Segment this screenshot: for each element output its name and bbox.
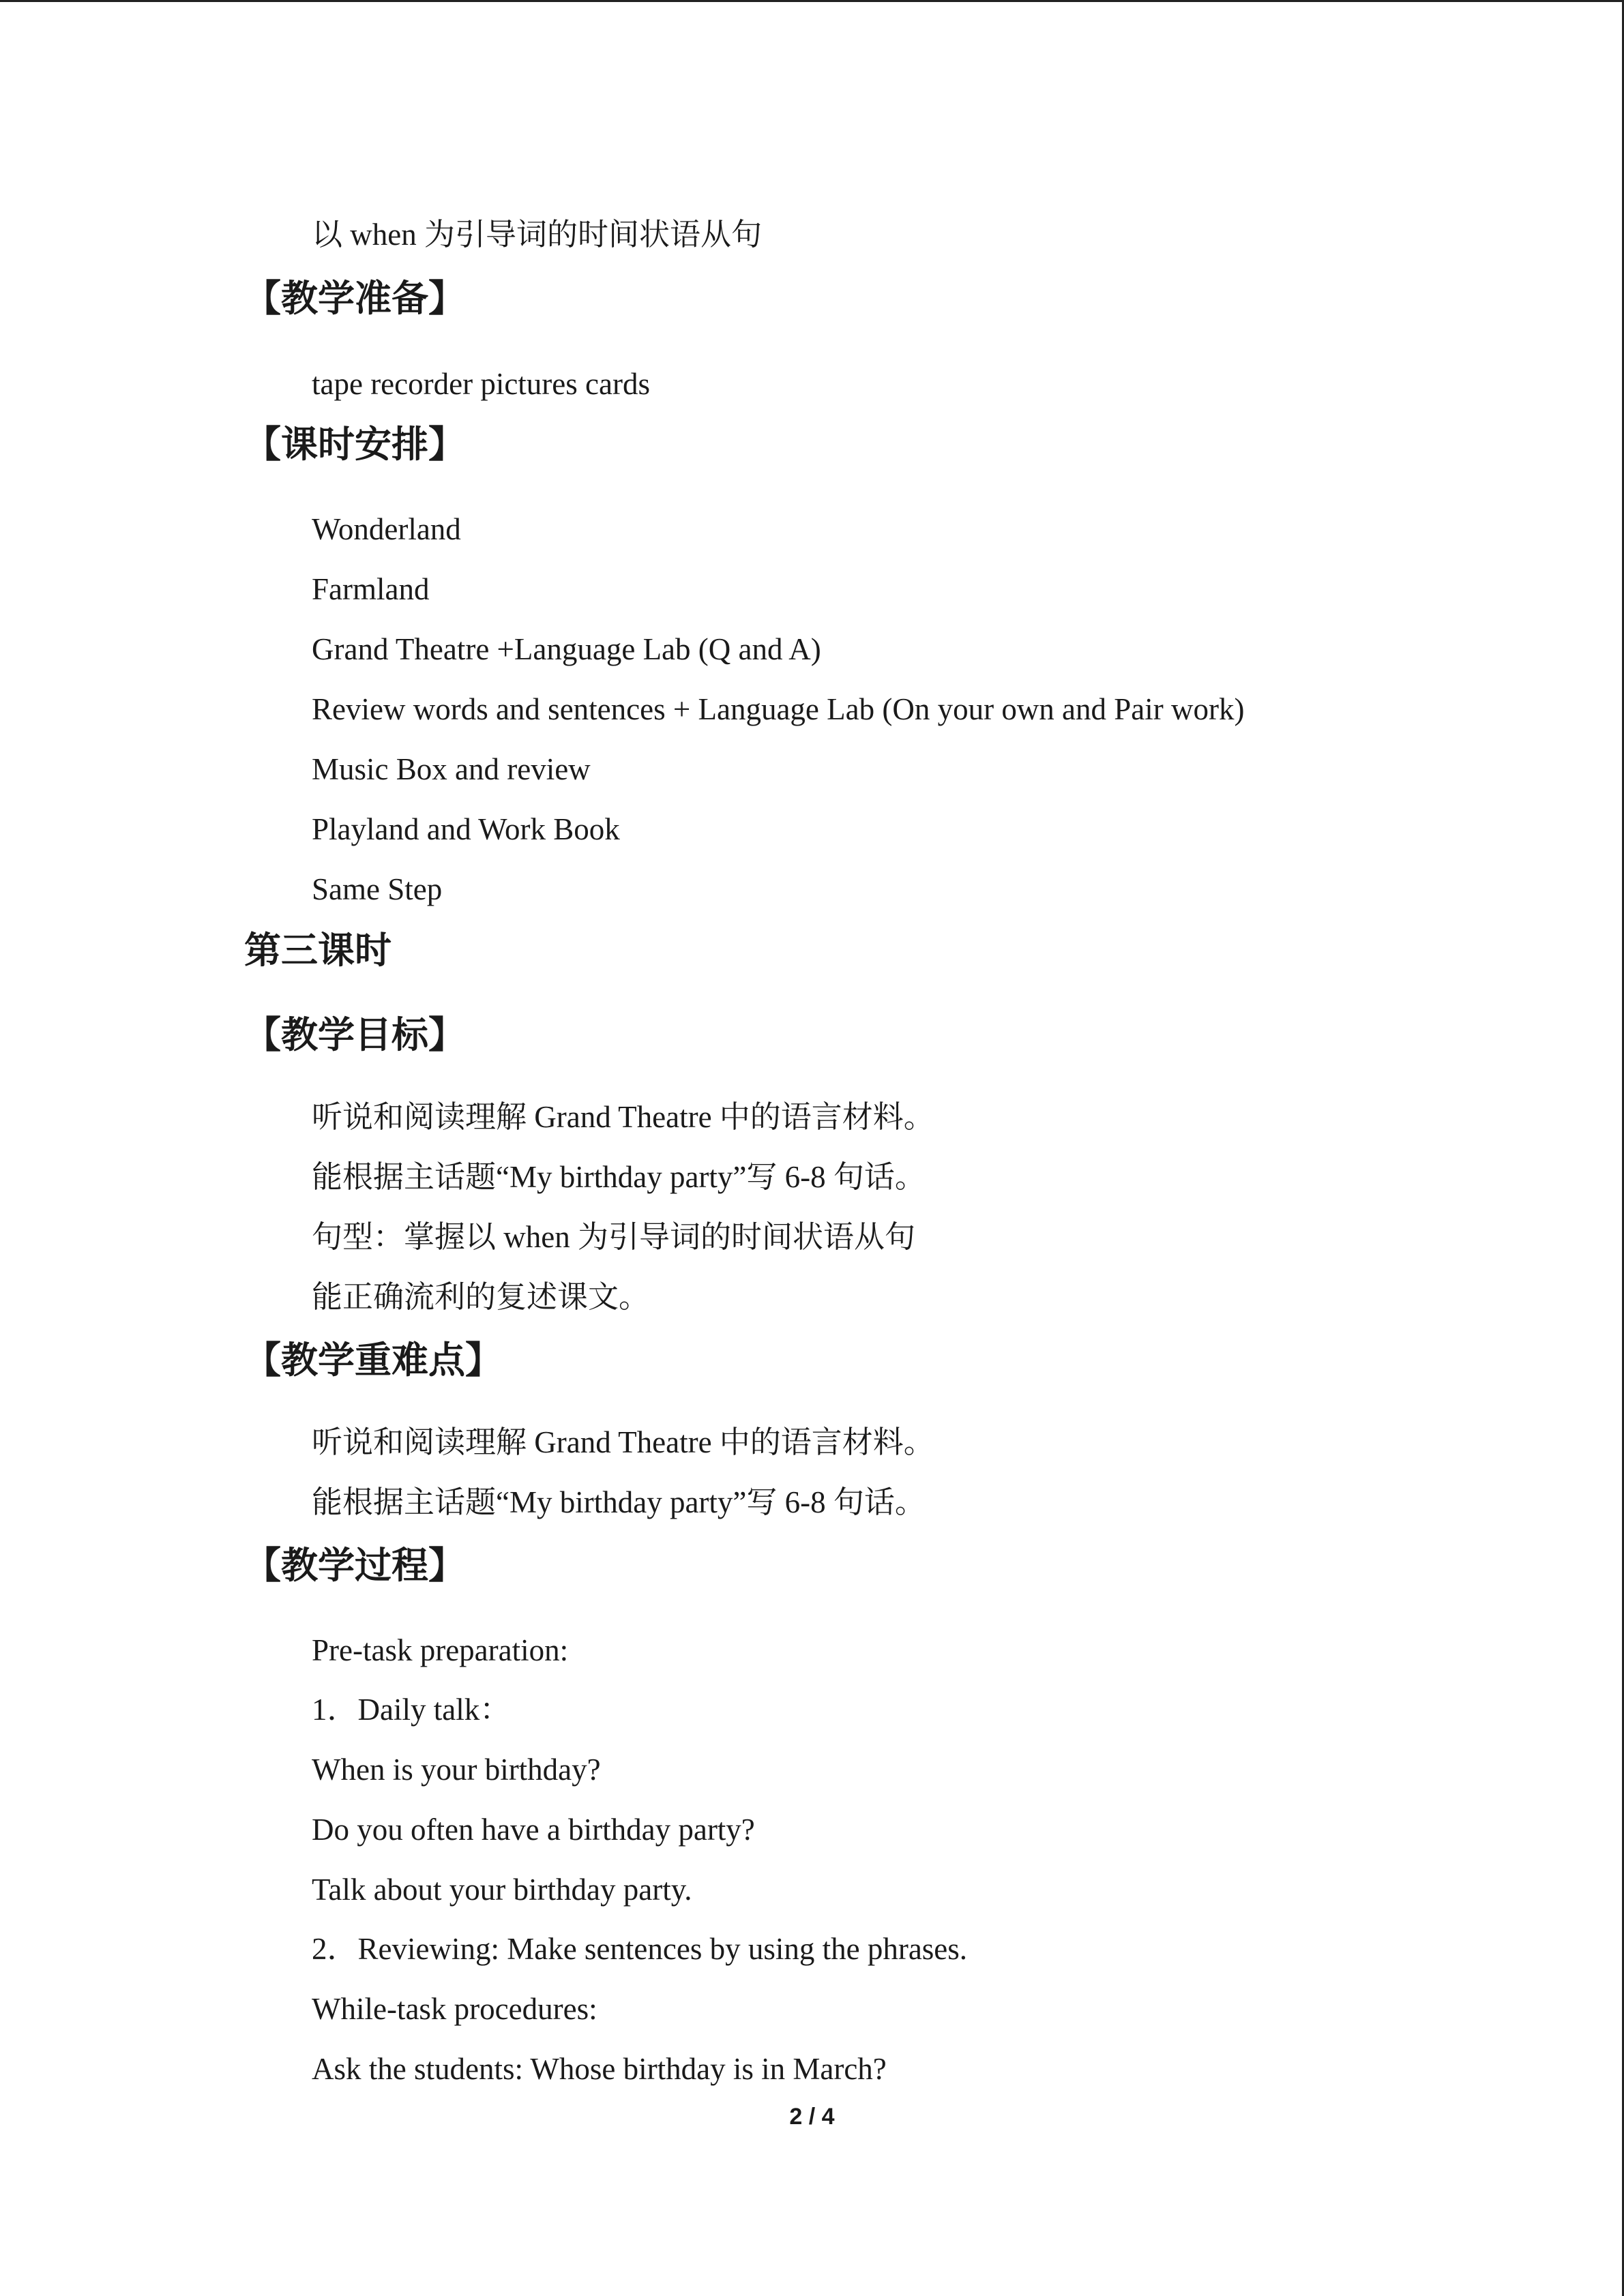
section-heading-process: 【教学过程】 xyxy=(244,1544,465,1587)
process-item: Ask the students: Whose birthday is in March? xyxy=(312,2052,887,2086)
process-item: Do you often have a birthday party? xyxy=(312,1813,755,1847)
schedule-item: Playland and Work Book xyxy=(312,812,620,846)
section-heading-key-points: 【教学重难点】 xyxy=(244,1339,502,1382)
schedule-item: Grand Theatre +Language Lab (Q and A) xyxy=(312,632,821,666)
schedule-item: Music Box and review xyxy=(312,752,591,786)
schedule-item: Review words and sentences + Language Lab (On your own and Pair work) xyxy=(312,692,1245,726)
process-item: 2．Reviewing: Make sentences by using the phrases. xyxy=(312,1932,968,1966)
section-heading-schedule: 【课时安排】 xyxy=(244,423,465,466)
goal-item: 句型：掌握以 when 为引导词的时间状语从句 xyxy=(312,1220,915,1254)
process-item: While-task procedures: xyxy=(312,1992,597,2026)
process-item: When is your birthday? xyxy=(312,1753,601,1787)
key-point-item: 听说和阅读理解 Grand Theatre 中的语言材料。 xyxy=(312,1425,934,1459)
goal-item: 能正确流利的复述课文。 xyxy=(312,1280,650,1314)
section-heading-goals: 【教学目标】 xyxy=(244,1013,465,1056)
page-border-top xyxy=(0,0,1624,2)
page-number: 2 / 4 xyxy=(789,2104,835,2130)
schedule-item: Farmland xyxy=(312,572,430,606)
process-item: Talk about your birthday party. xyxy=(312,1873,692,1907)
section-heading-prep: 【教学准备】 xyxy=(244,277,465,320)
text-line: tape recorder pictures cards xyxy=(312,367,650,401)
process-item: Pre-task preparation: xyxy=(312,1633,569,1667)
schedule-item: Wonderland xyxy=(312,512,461,546)
lesson-title: 第三课时 xyxy=(244,929,392,972)
text-line: 以 when 为引导词的时间状语从句 xyxy=(312,218,762,252)
key-point-item: 能根据主话题“My birthday party”写 6-8 句话。 xyxy=(312,1485,926,1519)
schedule-item: Same Step xyxy=(312,872,443,906)
goal-item: 能根据主话题“My birthday party”写 6-8 句话。 xyxy=(312,1160,926,1194)
goal-item: 听说和阅读理解 Grand Theatre 中的语言材料。 xyxy=(312,1100,934,1134)
process-item: 1．Daily talk： xyxy=(312,1693,511,1727)
